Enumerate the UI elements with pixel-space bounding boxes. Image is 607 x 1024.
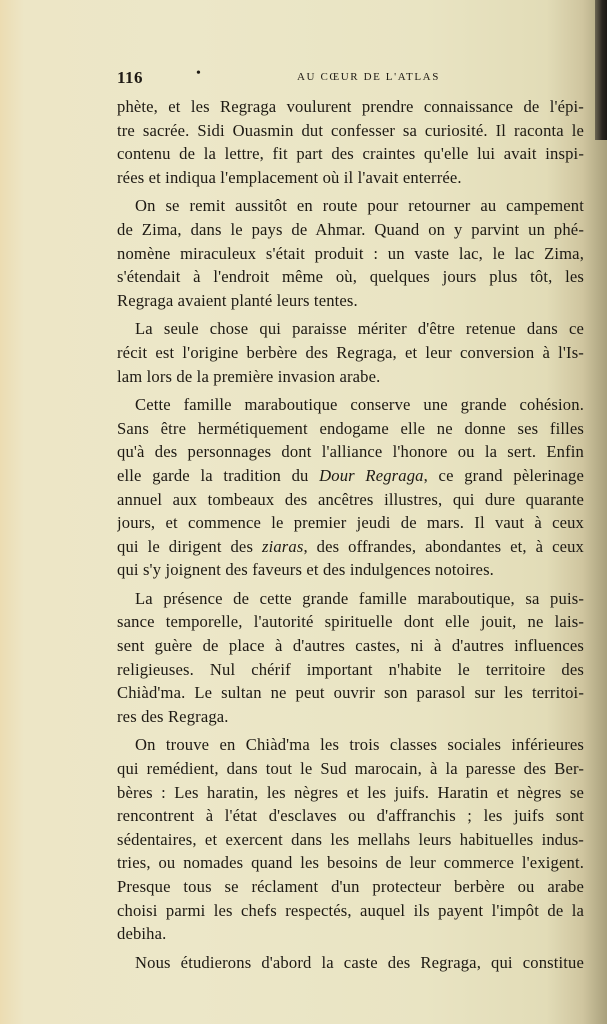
text-line: qui le dirigent des ziaras, des offrandes, abondantes et, à ceux — [117, 536, 584, 556]
text-line: On se remit aussitôt en route pour retourner au campement — [135, 196, 584, 216]
paragraph — [117, 393, 584, 582]
text-line: s'étendait à l'endroit même où, quelques jours plus tôt, les — [117, 267, 584, 287]
text-line: debiha. — [117, 924, 167, 944]
text-line: rées et indiqua l'emplacement où il l'avait enterrée. — [117, 167, 462, 187]
text-line: nomène miraculeux s'était produit : un vaste lac, le lac Zima, — [117, 243, 584, 263]
page-header — [117, 68, 584, 90]
text-line: sédentaires, et exercent dans les mellahs leurs habituelles indus- — [117, 829, 584, 849]
paragraph — [117, 194, 584, 312]
text-line: Regraga avaient planté leurs tentes. — [117, 290, 358, 310]
text-line: On trouve en Chiàd'ma les trois classes sociales inférieures — [135, 735, 584, 755]
page-body — [117, 95, 584, 979]
paragraph — [117, 317, 584, 388]
text-line: qu'à des personnages dont l'alliance l'honore ou la sert. Enfin — [117, 442, 584, 462]
running-title: AU CŒUR DE L'ATLAS — [297, 71, 440, 83]
text-line: Presque tous se réclament d'un protecteur berbère ou arabe — [117, 877, 584, 896]
book-page-edge — [595, 0, 607, 140]
text-line: La seule chose qui paraisse mériter d'être retenue dans ce — [135, 319, 584, 339]
paragraph — [117, 587, 584, 729]
text-line: Nous étudierons d'abord la caste des Regraga, qui constitue — [135, 952, 584, 972]
text-line: lam lors de la première invasion arabe. — [117, 366, 381, 386]
text-line: contenu de la lettre, fit part des craintes qu'elle lui avait inspi- — [117, 144, 584, 164]
text-line: sance temporelle, l'autorité spirituelle dont elle jouit, ne lais- — [117, 612, 584, 632]
text-line: res des Regraga. — [117, 706, 229, 726]
text-line: Sans être hermétiquement endogame elle ne donne ses filles — [117, 418, 584, 438]
italic-term: Dour Regraga — [319, 465, 424, 485]
paragraph — [117, 733, 584, 945]
text-line: annuel aux tombeaux des ancêtres illustres, qui dure quarante — [117, 489, 584, 509]
text-line: tries, ou nomades quand les besoins de leur commerce l'exigent. — [117, 853, 584, 873]
text-line: religieuses. Nul chérif important n'habite le territoire des — [117, 659, 584, 679]
text-line: bères : Les haratin, les nègres et les juifs. Haratin et nègres se — [117, 782, 584, 802]
page-number: 116 — [117, 68, 144, 87]
text-line: Cette famille maraboutique conserve une grande cohésion. — [135, 395, 584, 415]
text-line: jours, et commence le premier jeudi de mars. Il vaut à ceux — [117, 513, 584, 533]
text-line: qui s'y joignent des faveurs et des indulgences notoires. — [117, 560, 494, 580]
paragraph — [117, 951, 584, 975]
text-line: Chiàd'ma. Le sultan ne peut ouvrir son parasol sur les territoi- — [117, 683, 584, 703]
text-line: qui remédient, dans tout le Sud marocain, à la paresse des Ber- — [117, 759, 584, 779]
text-line: rencontrent à l'état d'esclaves ou d'affranchis ; les juifs sont — [117, 806, 584, 826]
header-separator: • — [196, 66, 201, 81]
paragraph — [117, 95, 584, 189]
text-line: récit est l'origine berbère des Regraga, et leur conversion à l'Is- — [117, 342, 584, 362]
italic-term: ziaras — [261, 536, 304, 556]
text-line: de Zima, dans le pays de Ahmar. Quand on y parvint un phé- — [117, 219, 584, 239]
text-line: sent guère de place à d'autres castes, ni à d'autres influences — [117, 636, 584, 656]
text-line: elle garde la tradition du Dour Regraga, ce grand pèlerinage — [117, 465, 584, 485]
text-line: phète, et les Regraga voulurent prendre connaissance de l'épi- — [117, 97, 584, 116]
text-line: La présence de cette grande famille maraboutique, sa puis- — [135, 588, 584, 608]
text-line: choisi parmi les chefs respectés, auquel ils payent l'impôt de la — [117, 900, 584, 920]
text-line: tre sacrée. Sidi Ouasmin dut confesser sa curiosité. Il raconta le — [117, 120, 584, 140]
